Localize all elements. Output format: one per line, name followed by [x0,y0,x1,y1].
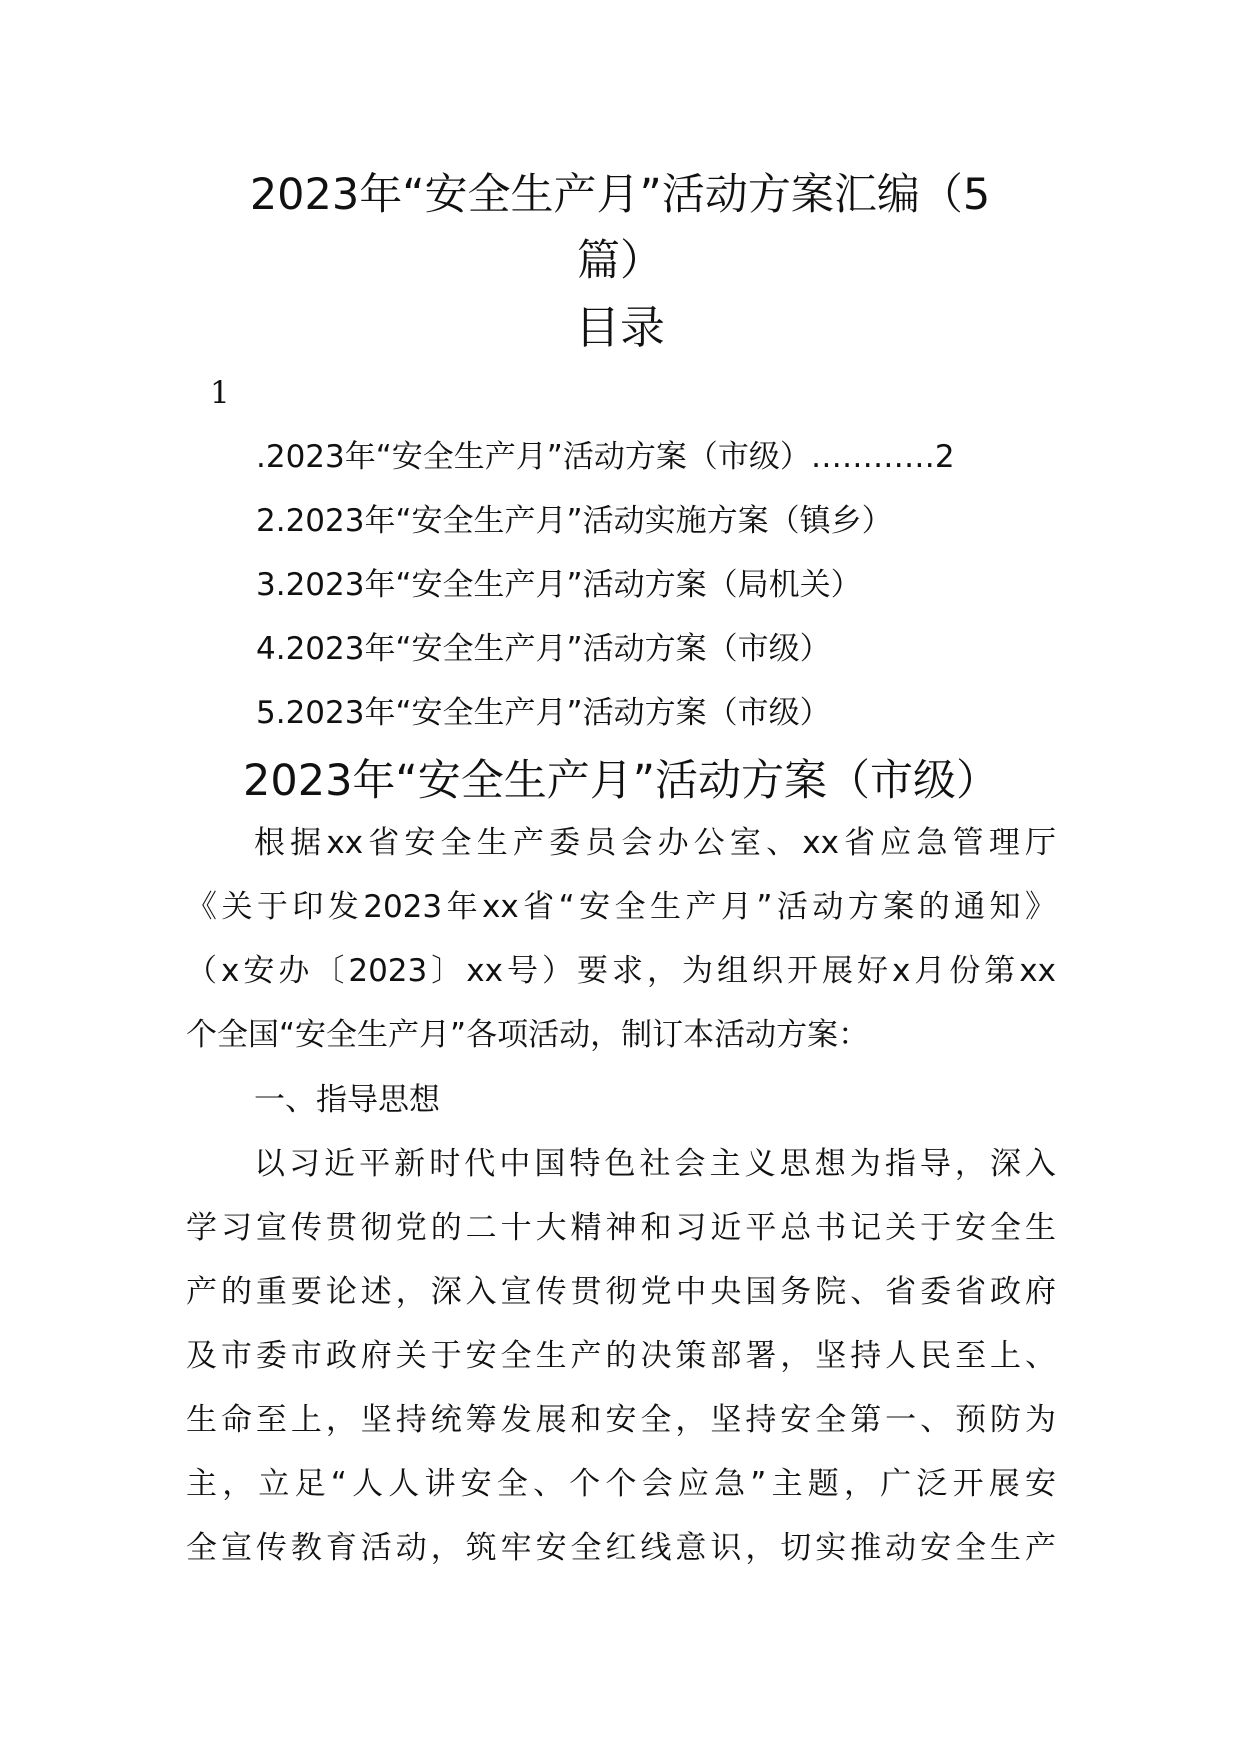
toc-item-3[interactable]: 3.2023年“安全生产月”活动方案（局机关） [256,567,862,603]
toc-item-1[interactable]: .2023年“安全生产月”活动方案（市级）…………2 [256,439,955,475]
toc-heading: 目录 [574,301,665,354]
toc-item-2[interactable]: 2.2023年“安全生产月”活动实施方案（镇乡） [256,503,893,539]
paragraph-line: 以习近平新时代中国特色社会主义思想为指导，深入 [254,1146,1056,1182]
document-title-line-2: 篇） [577,236,663,286]
intro-line: 《关于印发2023年xx省“安全生产月”活动方案的通知》 [186,889,1056,925]
paragraph-line: 生命至上，坚持统筹发展和安全，坚持安全第一、预防为 [186,1402,1056,1438]
section-title: 2023年“安全生产月”活动方案（市级） [243,756,999,806]
section-heading-guiding-ideology: 一、指导思想 [254,1082,440,1118]
toc-item-4[interactable]: 4.2023年“安全生产月”活动方案（市级） [256,631,831,667]
toc-first-number: 1 [210,375,230,411]
paragraph-line: 学习宣传贯彻党的二十大精神和习近平总书记关于安全生 [186,1210,1056,1246]
paragraph-line: 产的重要论述，深入宣传贯彻党中央国务院、省委省政府 [186,1274,1056,1310]
document-title-line-1: 2023年“安全生产月”活动方案汇编（5 [249,170,991,220]
intro-line: （x安办〔2023〕xx号）要求，为组织开展好x月份第xx [186,953,1056,989]
paragraph-line: 全宣传教育活动，筑牢安全红线意识，切实推动安全生产 [186,1530,1056,1566]
paragraph-line: 及市委市政府关于安全生产的决策部署，坚持人民至上、 [186,1338,1056,1374]
intro-line: 个全国“安全生产月”各项活动，制订本活动方案： [186,1017,870,1053]
toc-item-5[interactable]: 5.2023年“安全生产月”活动方案（市级） [256,695,831,731]
paragraph-line: 主，立足“人人讲安全、个个会应急”主题，广泛开展安 [186,1466,1056,1502]
intro-line: 根据xx省安全生产委员会办公室、xx省应急管理厅 [254,825,1056,861]
